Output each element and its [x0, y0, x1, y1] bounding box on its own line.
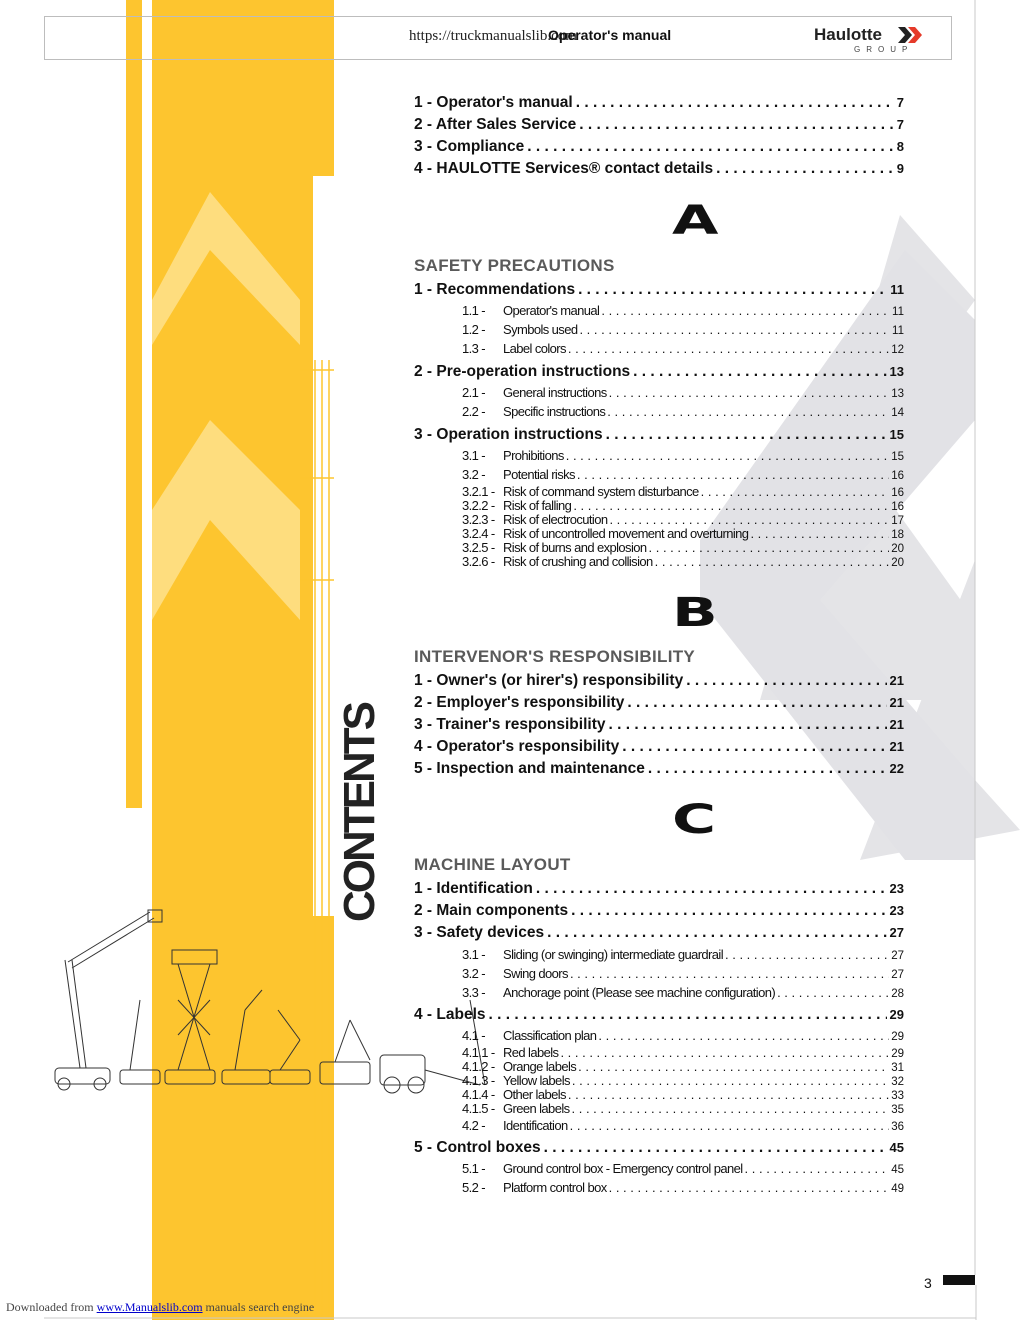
toc-entry-label: Label colors [503, 341, 566, 356]
toc-entry[interactable] [414, 1139, 904, 1159]
toc-leader-dots [725, 947, 889, 962]
toc-entry-label: 4 - Labels [414, 1006, 486, 1023]
toc-entry-label: 3 - Trainer's responsibility [414, 716, 606, 733]
toc-entry-label: 3 - Safety devices [414, 924, 545, 941]
toc-entry-label: Risk of crushing and collision [503, 554, 653, 569]
toc-leader-dots [570, 966, 889, 981]
toc-page-number: 32 [891, 1076, 904, 1088]
toc-entry[interactable] [414, 426, 904, 446]
toc-leader-dots [609, 512, 889, 527]
toc-page-number: 45 [891, 1164, 904, 1176]
logo-text: Haulotte [814, 25, 882, 44]
toc-entry[interactable] [462, 1118, 904, 1136]
toc-entry-number: 3.3 - [462, 985, 486, 1000]
toc-entry[interactable] [462, 341, 904, 359]
toc-page-number: 27 [891, 969, 904, 981]
yellow-strip-left [126, 0, 142, 808]
toc-page-number: 29 [889, 1007, 904, 1022]
toc-entry[interactable] [414, 902, 904, 922]
toc-entry-number: 1.1 - [462, 303, 486, 318]
toc-entry-number: 4.1.3 - [462, 1073, 495, 1088]
toc-entry-label: 1 - Identification [414, 880, 533, 897]
toc-leader-dots [544, 1139, 887, 1157]
section-title-c: MACHINE LAYOUT [414, 855, 571, 874]
toc-entry-label: Orange labels [503, 1059, 577, 1074]
toc-entry-label: 3 - Compliance [414, 138, 525, 155]
toc-page-number: 15 [891, 451, 904, 463]
toc-leader-dots [598, 1028, 889, 1043]
toc-entry-label: Red labels [503, 1045, 559, 1060]
toc-page-number: 29 [891, 1048, 904, 1060]
logo-subtext: GROUP [854, 45, 914, 54]
toc-entry-number: 2.2 - [462, 404, 486, 419]
toc-page-number: 13 [891, 388, 904, 400]
toc-leader-dots [566, 448, 889, 463]
toc-page-number: 12 [891, 344, 904, 356]
toc-leader-dots [608, 716, 886, 734]
toc-page-number: 23 [889, 881, 904, 896]
toc-entry-number: 4.1.2 - [462, 1059, 495, 1074]
toc-entry-label: 4 - Operator's responsibility [414, 738, 620, 755]
toc-leader-dots [571, 902, 886, 920]
section-letter-a: A [672, 198, 719, 244]
toc-entry-label: 5 - Control boxes [414, 1139, 541, 1156]
toc-page-number: 8 [896, 139, 904, 154]
toc-entry-label: 1 - Operator's manual [414, 94, 573, 111]
toc-entry[interactable] [462, 404, 904, 422]
toc-leader-dots [572, 1073, 889, 1088]
toc-entry-label: Risk of electrocution [503, 512, 608, 527]
toc-entry-label: Risk of uncontrolled movement and overturning [503, 526, 749, 541]
toc-page-number: 33 [891, 1090, 904, 1102]
toc-entry-number: 5.1 - [462, 1161, 486, 1176]
toc-page-number: 35 [891, 1104, 904, 1116]
toc-page-number: 13 [889, 364, 904, 379]
toc-entry-number: 4.1.4 - [462, 1087, 495, 1102]
toc-entry-number: 3.2.4 - [462, 526, 495, 541]
toc-leader-dots [576, 94, 894, 112]
toc-entry-number: 3.2.6 - [462, 554, 495, 569]
toc-entry[interactable] [462, 1161, 904, 1179]
toc-page-number: 15 [889, 427, 904, 442]
toc-page-number: 22 [889, 761, 904, 776]
toc-page-number: 45 [889, 1140, 904, 1155]
toc-entry-label: 5 - Inspection and maintenance [414, 760, 645, 777]
toc-page-number: 31 [891, 1062, 904, 1074]
toc-entry-label: 1 - Recommendations [414, 281, 576, 298]
toc-page-number: 21 [889, 673, 904, 688]
toc-entry-label: 2 - Pre-operation instructions [414, 363, 631, 380]
toc-page-number: 36 [891, 1121, 904, 1133]
toc-entry-label: 2 - Employer's responsibility [414, 694, 625, 711]
toc-leader-dots [648, 760, 887, 778]
section-title-a: SAFETY PRECAUTIONS [414, 256, 615, 275]
toc-entry-number: 3.2.2 - [462, 498, 495, 513]
toc-leader-dots [573, 498, 889, 513]
toc-leader-dots [622, 738, 886, 756]
toc-page-number: 29 [891, 1031, 904, 1043]
toc-leader-dots [489, 1006, 887, 1024]
toc-leader-dots [572, 1101, 890, 1116]
toc-page-number: 16 [891, 470, 904, 482]
toc-entry-label: Risk of command system disturbance [503, 484, 699, 499]
toc-entry-label: 2 - Main components [414, 902, 569, 919]
toc-entry-number: 4.2 - [462, 1118, 486, 1133]
toc-entry-number: 4.1.1 - [462, 1045, 495, 1060]
toc-entry[interactable] [414, 672, 904, 692]
toc-entry[interactable] [414, 160, 904, 180]
toc-leader-dots [745, 1161, 890, 1176]
toc-entry-label: Sliding (or swinging) intermediate guardrail [503, 947, 723, 962]
toc-leader-dots [536, 880, 887, 898]
toc-entry-label: Classification plan [503, 1028, 597, 1043]
toc-entry[interactable] [462, 385, 904, 403]
toc-entry[interactable] [414, 738, 904, 758]
toc-entry[interactable] [414, 94, 904, 114]
contents-vertical-label: CONTENTS [335, 704, 384, 922]
toc-entry-number: 3.2 - [462, 467, 486, 482]
footer-prefix: Downloaded from [6, 1300, 97, 1314]
section-title-b: INTERVENOR'S RESPONSIBILITY [414, 647, 696, 666]
toc-leader-dots [607, 404, 889, 419]
toc-leader-dots [578, 1059, 889, 1074]
toc-entry[interactable] [462, 554, 904, 572]
toc-page-number: 21 [889, 695, 904, 710]
toc-entry[interactable] [414, 281, 904, 301]
toc-entry-number: 3.1 - [462, 947, 486, 962]
toc-entry[interactable] [414, 760, 904, 780]
toc-page-number: 11 [892, 306, 904, 318]
section-letter-c: C [672, 797, 717, 843]
toc-leader-dots [570, 1118, 890, 1133]
header-url[interactable]: https://truckmanualslib.com [409, 28, 577, 44]
toc-page-number: 21 [889, 717, 904, 732]
toc-leader-dots [655, 554, 890, 569]
toc-page-number: 7 [896, 117, 904, 132]
toc-entry-label: 2 - After Sales Service [414, 116, 577, 133]
toc-page-number: 27 [889, 925, 904, 940]
white-notch [313, 176, 334, 916]
toc-entry-number: 3.2.1 - [462, 484, 495, 499]
toc-page-number: 16 [891, 501, 904, 513]
haulotte-logo [814, 25, 914, 54]
toc-leader-dots [609, 385, 890, 400]
toc-entry-label: Anchorage point (Please see machine configuration) [503, 985, 776, 1000]
toc-leader-dots [609, 1180, 890, 1195]
toc-page-number: 16 [891, 487, 904, 499]
toc-entry-label: Risk of falling [503, 498, 572, 513]
toc-entry[interactable] [414, 924, 904, 944]
toc-entry[interactable] [462, 966, 904, 984]
toc-leader-dots [686, 672, 886, 690]
toc-page-number: 28 [891, 988, 904, 1000]
toc-leader-dots [606, 426, 887, 444]
toc-entry-number: 3.2 - [462, 966, 486, 981]
toc-leader-dots [649, 540, 890, 555]
toc-leader-dots [547, 924, 886, 942]
toc-entry-number: 4.1.5 - [462, 1101, 495, 1116]
toc-page-number: 18 [891, 529, 904, 541]
toc-leader-dots [777, 985, 889, 1000]
toc-page-number: 17 [891, 515, 904, 527]
toc-entry-number: 3.2.5 - [462, 540, 495, 555]
toc-leader-dots [750, 526, 889, 541]
manualslib-link[interactable]: www.Manualslib.com [96, 1300, 203, 1314]
page-number: 3 [924, 1275, 932, 1291]
toc-leader-dots [579, 322, 890, 337]
toc-entry[interactable] [414, 880, 904, 900]
toc-leader-dots [579, 116, 894, 134]
toc-page-number: 14 [891, 407, 904, 419]
toc-entry-label: Specific instructions [503, 404, 606, 419]
toc-entry[interactable] [414, 116, 904, 136]
toc-entry-number: 2.1 - [462, 385, 486, 400]
toc-entry-number: 1.3 - [462, 341, 486, 356]
download-footer [6, 1300, 314, 1315]
toc-entry-label: Green labels [503, 1101, 570, 1116]
toc-entry-label: Operator's manual [503, 303, 600, 318]
logo-chevron-icon [898, 27, 924, 43]
toc-entry[interactable] [462, 1180, 904, 1198]
toc-page-number: 21 [889, 739, 904, 754]
toc-leader-dots [527, 138, 894, 156]
toc-entry[interactable] [462, 303, 904, 321]
toc-leader-dots [601, 303, 890, 318]
toc-page-number: 11 [890, 282, 904, 297]
toc-entry-label: General instructions [503, 385, 607, 400]
toc-leader-dots [568, 1087, 889, 1102]
toc-entry-label: Identification [503, 1118, 568, 1133]
toc-entry[interactable] [414, 363, 904, 383]
toc-page-number: 7 [896, 95, 904, 110]
manual-title: Operator's manual [548, 27, 672, 43]
toc-page-number: 23 [889, 903, 904, 918]
toc-leader-dots [578, 281, 887, 299]
toc-entry-number: 3.1 - [462, 448, 486, 463]
toc-entry-number: 5.2 - [462, 1180, 486, 1195]
toc-page-number: 20 [891, 543, 904, 555]
toc-entry[interactable] [414, 1006, 904, 1026]
toc-entry-label: Swing doors [503, 966, 568, 981]
toc-entry[interactable] [462, 467, 904, 485]
toc-page-number: 27 [891, 950, 904, 962]
toc-leader-dots [701, 484, 890, 499]
toc-entry[interactable] [462, 1028, 904, 1046]
toc-entry[interactable] [414, 716, 904, 736]
toc-page-number: 20 [891, 557, 904, 569]
toc-entry[interactable] [462, 448, 904, 466]
toc-entry-label: 1 - Owner's (or hirer's) responsibility [414, 672, 684, 689]
toc-leader-dots [577, 467, 889, 482]
section-letter-b: B [672, 590, 718, 636]
toc-entry-number: 3.2.3 - [462, 512, 495, 527]
toc-page-number: 11 [892, 325, 904, 337]
toc-entry[interactable] [414, 138, 904, 158]
toc-entry[interactable] [462, 1101, 904, 1119]
toc-entry[interactable] [462, 985, 904, 1003]
toc-entry-label: Yellow labels [503, 1073, 570, 1088]
toc-entry[interactable] [462, 322, 904, 340]
toc-leader-dots [716, 160, 894, 178]
toc-entry-number: 4.1 - [462, 1028, 486, 1043]
toc-leader-dots [627, 694, 886, 712]
toc-page-number: 49 [891, 1183, 904, 1195]
toc-entry-label: Symbols used [503, 322, 578, 337]
toc-entry-label: Platform control box [503, 1180, 607, 1195]
toc-page-number: 9 [896, 161, 904, 176]
toc-entry-label: 4 - HAULOTTE Services® contact details [414, 160, 714, 177]
toc-entry-label: Ground control box - Emergency control panel [503, 1161, 743, 1176]
toc-leader-dots [633, 363, 886, 381]
page-number-bar [943, 1275, 975, 1285]
yellow-lower-block [290, 936, 334, 1186]
toc-entry-label: Potential risks [503, 467, 575, 482]
toc-entry-label: Risk of burns and explosion [503, 540, 647, 555]
toc-leader-dots [560, 1045, 889, 1060]
toc-entry-label: 3 - Operation instructions [414, 426, 603, 443]
toc-entry[interactable] [414, 694, 904, 714]
toc-entry-number: 1.2 - [462, 322, 486, 337]
toc-leader-dots [568, 341, 889, 356]
toc-entry-label: Other labels [503, 1087, 566, 1102]
toc-entry-label: Prohibitions [503, 448, 564, 463]
toc-entry[interactable] [462, 947, 904, 965]
footer-suffix: manuals search engine [202, 1300, 315, 1314]
